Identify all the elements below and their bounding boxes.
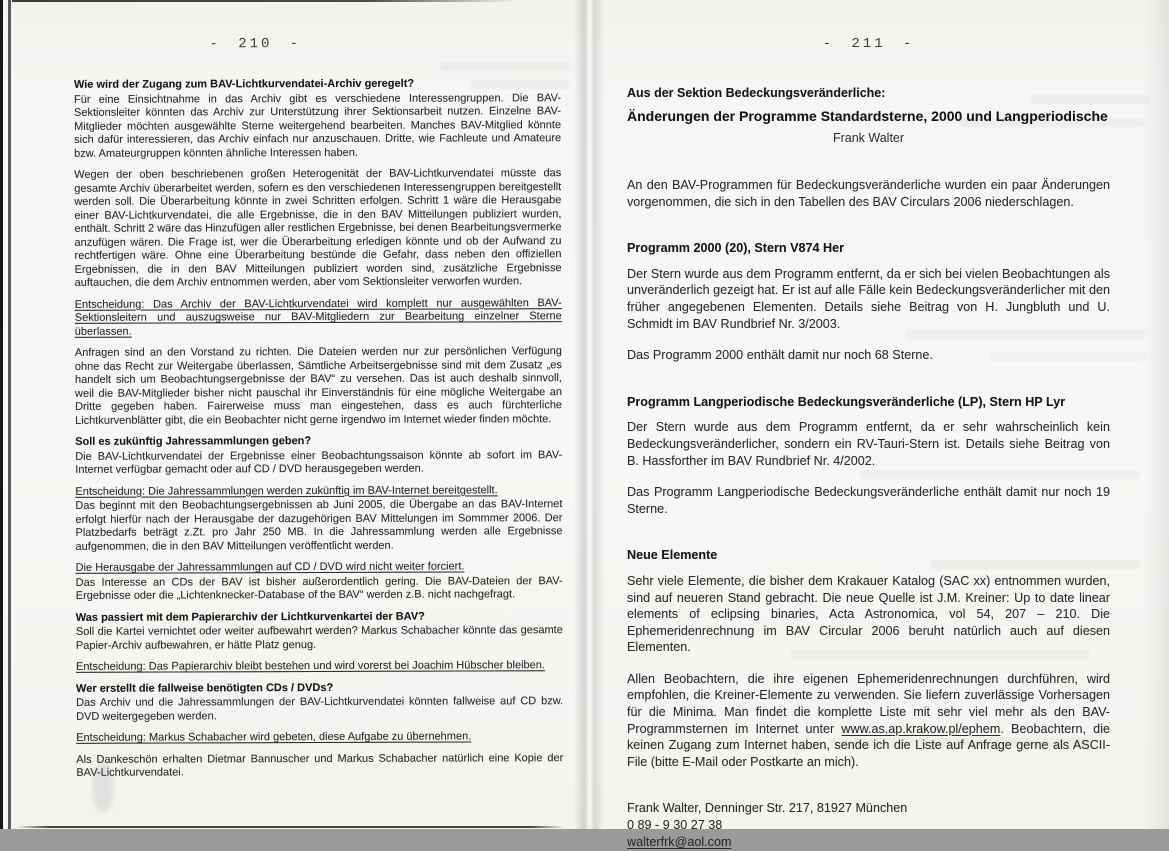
page-bottom-edge-line	[16, 826, 564, 828]
article-author: Frank Walter	[832, 131, 905, 145]
left-decision-line-16: Entscheidung: Markus Schabacher wird gebeten, diese Aufgabe zu übernehmen.	[76, 730, 472, 744]
left-decision-line-9: Die Herausgabe der Jahressammlungen auf CD / DVD wird nicht weiter forciert.	[75, 560, 465, 574]
contact-block	[627, 800, 1110, 851]
left-section-heading-0: Wie wird der Zugang zum BAV-Lichtkurvendatei-Archiv geregelt?	[73, 77, 415, 91]
right-edge-shadow	[1143, 0, 1169, 829]
contact-email-link[interactable]: walterfrk@aol.com	[627, 835, 732, 850]
right-paragraph-5: Der Stern wurde aus dem Programm entfernt, da er sehr wahrscheinlich kein Bedeckungsveränderlicher, sondern ein RV-Tauri-Stern ist. Details siehe Beitrag von B. Hassforther im BAV Rundbrief Nr. 4/2002.	[627, 420, 1110, 468]
right-paragraph-3: Das Programm 2000 enthält damit nur noch 68 Sterne.	[627, 348, 933, 363]
right-paragraph-0: An den BAV-Programmen für Bedeckungsveränderliche wurden ein paar Änderungen vorgenommen, die sich in den Tabellen des BAV Circulars 2006 niederschlagen.	[627, 178, 1110, 209]
article-title: Änderungen der Programme Standardsterne, 2000 und Langperiodische	[627, 108, 1108, 124]
book-spine-inner-line	[8, 0, 11, 829]
left-paragraph-15: Das Archiv und die Jahressammlungen der BAV-Lichtkurvendatei könnten fallweise auf CD bzw. DVD weitergegeben werden.	[76, 695, 564, 723]
page-number: - 211 -	[822, 36, 915, 52]
right-paragraph-6: Das Programm Langperiodische Bedeckungsveränderliche enthält damit nur noch 19 Sterne.	[627, 485, 1110, 516]
right-section-heading-1: Programm 2000 (20), Stern V874 Her	[627, 241, 844, 256]
book-spine-edge-line	[0, 0, 3, 829]
left-paragraph-10: Das Interesse an CDs der BAV ist bisher außerordentlich gering. Die BAV-Dateien der BAV-Ergebnisse oder die „Lichtenknecker-Database of the BAV“ werden z.B. nicht nachgefragt.	[75, 574, 563, 602]
page-number: - 210 -	[209, 36, 302, 53]
left-page	[74, 0, 564, 780]
left-decision-line-3: Entscheidung: Das Archiv der BAV-Lichtkurvendatei wird komplett nur ausgewählten BAV-Sektionsleitern und auszugsweise nur BAV-Mitgliedern zur Bearbeitung einzelner Sterne überlassen.	[74, 296, 562, 338]
left-section-heading-5: Soll es zukünftig Jahressammlungen geben?	[75, 435, 312, 448]
paragraph-text: Allen Beobachtern, die ihre eigenen Ephemeridenrechnungen durchführen, wird empfohlen, die Kreiner-Elemente zu verwenden. Sie liefern zuverlässige Vorhersagen für die Minima. Man findet die komplette Liste mit sehr viel mehr als den BAV-Programmsternen im Internet unter	[627, 671, 1110, 736]
left-decision-line-13: Entscheidung: Das Papierarchiv bleibt bestehen und wird vorerst bei Joachim Hübscher bleiben.	[75, 659, 545, 673]
left-paragraph-17: Als Dankeschön erhalten Dietmar Bannuscher und Markus Schabacher natürlich eine Kopie der BAV-Lichtkurvendatei.	[76, 751, 564, 779]
right-section-heading-4: Programm Langperiodische Bedeckungsveränderliche (LP), Stern HP Lyr	[627, 394, 1066, 409]
contact-phone: 0 89 - 9 30 27 38	[627, 818, 723, 833]
article-kicker: Aus der Sektion Bedeckungsveränderliche:	[627, 86, 886, 100]
contact-name-address: Frank Walter, Denninger Str. 217, 81927 München	[627, 801, 908, 816]
krakow-ephemeris-url-link[interactable]: www.as.ap.krakow.pl/ephem	[841, 721, 1001, 736]
left-article-body	[74, 77, 563, 780]
left-paragraph-2: Wegen der oben beschriebenen großen Heterogenität der BAV-Lichtkurvendatei müsste das gesamte Archiv überarbeitet werden, sofern es den verschiedenen Interessengruppen bereitgestellt werden soll. Die Überarbeitung könnte in zwei Schritten erfolgen. Schritt 1 wäre die Herausgabe einer BAV-Lichtkurvendatei, die alle Ergebnisse, die in den BAV Mitteilungen publiziert wurden, enthält. Schritt 2 wäre das Hinzufügen aller restlichen Ergebnisse, bei denen Bearbeitungsvermerke anzufügen wären. Die Frage ist, wer die Überarbeitung erledigen könnte und ob der Aufwand zu rechtfertigen wäre. Ohne eine Überarbeitung bestünde die Gefahr, dass neben den offiziellen Ergebnissen, die in den BAV Mitteilungen publiziert worden sind, zusätzliche Ergebnisse auftauchen, die dem Archiv entnommen werden, aber vom Sektionsleiter verworfen wurden.	[74, 167, 562, 289]
right-paragraph-8: Sehr viele Elemente, die bisher dem Krakauer Katalog (SAC xx) entnommen wurden, sind auf neueren Stand gebracht. Die neue Quelle ist J.M. Kreiner: Up to date linear elements of eclipsing binaries, Acta Astronomica, vol 54, 207 – 210. Die Ephemeridenrechnung im BAV Circular 2006 beruht natürlich auch auf diesen Elementen.	[627, 573, 1110, 655]
left-section-heading-11: Was passiert mit dem Papierarchiv der Lichtkurvenkartei der BAV?	[75, 610, 425, 624]
right-section-heading-7: Neue Elemente	[627, 548, 718, 563]
right-article-body	[627, 177, 1110, 770]
left-paragraph-12: Soll die Kartei vernichtet oder weiter aufbewahrt werden? Markus Schabacher könnte das gesamte Papier-Archiv aufbewahren, er hätte Platz genug.	[75, 624, 563, 652]
left-paragraph-4: Anfragen sind an den Vorstand zu richten. Die Dateien werden nur zur persönlichen Verfügung ohne das Recht zur Weitergabe überlassen, Sämtliche Arbeitsergebnisse sind mit dem Zusatz „es handelt sich um Beobachtungsergebnisse der BAV“ zu versehen. Das ist auch deshalb sinnvoll, weil die BAV-Mitglieder bisher nicht pauschal ihr Einverständnis für eine mögliche Weitergabe an Dritte gegeben haben. Fairerweise muss man eingestehen, dass es auch fürchterliche Lichtkurvenblätter gibt, die ein Beobachter nicht gerne irgendwo im Internet wieder finden möchte.	[74, 345, 563, 427]
left-section-heading-14: Wer erstellt die fallweise benötigten CDs / DVDs?	[76, 681, 334, 695]
right-paragraph-9	[627, 671, 1110, 771]
left-paragraph-8: Das beginnt mit den Beobachtungsergebnissen ab Juni 2005, die Übergabe an das BAV-Internet erfolgt hierfür nach der Herausgabe der dazugehörigen BAV Mittelungen im Sommmer 2006. Der Platzbedarfs beträgt z.Zt. pro Jahr 250 MB. In die Jahressammlung werden alle Ergebnisse aufgenommen, die in den BAV Mitteilungen veröffentlicht werden.	[75, 498, 563, 553]
gutter-shadow	[574, 0, 604, 829]
left-paragraph-6: Die BAV-Lichtkurvendatei der Ergebnisse einer Beobachtungssaison könnte ab sofort im BAV-Internet verfügbar gemacht oder auf CD / DVD herausgegeben werden.	[75, 448, 563, 476]
left-decision-line-7: Entscheidung: Die Jahressammlungen werden zukünftig im BAV-Internet bereitgestellt.	[75, 483, 498, 498]
right-page	[627, 0, 1110, 851]
left-paragraph-1: Für eine Einsichtnahme in das Archiv gibt es verschiedene Interessengruppen. Die BAV-Sektionsleiter könnten das Archiv zur Unterstützung ihrer Sektionsarbeit nutzen. Einzelne BAV-Mitglieder möchten ausgewählte Sterne weitergehend bearbeiten. Manches BAV-Mitglied könnte sich dafür interessieren, das Archiv einfach nur anzuschauen. Dritte, wie Fachleute und Amateure bzw. Amateurgruppen könnten ähnliche Interessen haben.	[73, 91, 562, 160]
right-paragraph-2: Der Stern wurde aus dem Programm entfernt, da er sich bei vielen Beobachtungen als unveränderlich gezeigt hat. Er ist auf alle Fälle kein Bedeckungsveränderlicher mit den früher angegebenen Elementen. Details siehe Beitrag von H. Jungbluth und U. Schmidt im BAV Rundbrief Nr. 3/2003.	[627, 266, 1110, 331]
paragraph-text: . Beobachtern, die keinen Zugang zum Internet haben, sende ich die Liste auf Anfrage gerne als ASCII-File (bitte E-Mail oder Postkarte an mich).	[627, 721, 1110, 769]
